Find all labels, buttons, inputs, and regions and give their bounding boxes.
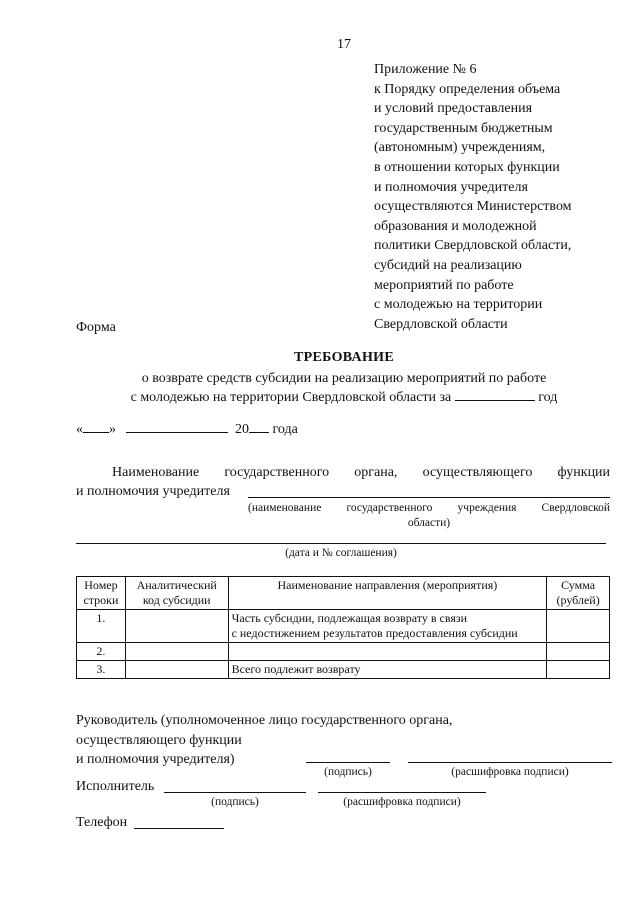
sum-cell[interactable] (547, 661, 610, 679)
table-row (77, 661, 610, 679)
appendix-line: к Порядку определения объема (374, 81, 561, 97)
appendix-line: мероприятий по работе (374, 277, 514, 293)
row-number: 3. (77, 661, 126, 679)
head-label-line: и полномочия учредителя) (76, 752, 235, 768)
executor-label: Исполнитель (76, 779, 155, 794)
head-signature-hint: (подпись) (324, 766, 372, 778)
phone-field[interactable] (134, 828, 224, 829)
org-word: Наименование (112, 465, 200, 480)
org-word: органа, (354, 465, 398, 480)
table-row (77, 643, 610, 661)
appendix-line: государственным бюджетным (374, 120, 553, 136)
org-word: осуществляющего (422, 465, 533, 480)
subtitle-line-2-text: с молодежью на территории Свердловской области за (130, 390, 452, 405)
page-number: 17 (337, 37, 351, 52)
organization-line-2: и полномочия учредителя (76, 484, 230, 499)
header-row-number: Номер строки (77, 577, 126, 610)
year-blank[interactable] (249, 420, 269, 433)
appendix-line: и условий предоставления (374, 101, 533, 117)
organization-hint-line-1: (наименование государственного учреждения Свердловской (248, 502, 610, 514)
appendix-line: и полномочия учредителя (374, 179, 528, 195)
month-blank[interactable] (126, 420, 228, 433)
organization-hint-line-2: области) (407, 517, 451, 529)
appendix-header (374, 60, 572, 334)
row-number: 2. (77, 643, 126, 661)
head-signature-field[interactable] (306, 762, 390, 763)
phone-label: Телефон (76, 815, 128, 830)
code-cell[interactable] (125, 643, 228, 661)
subtitle-year-word: год (538, 390, 558, 405)
org-word: государственного (224, 465, 330, 480)
document-subtitle (0, 369, 640, 407)
appendix-line: с молодежью на территории (374, 297, 543, 313)
name-cell[interactable] (228, 643, 547, 661)
sum-cell[interactable] (547, 643, 610, 661)
table-row (77, 610, 610, 643)
refund-table (76, 576, 610, 679)
appendix-line: в отношении которых функции (374, 159, 560, 175)
code-cell[interactable] (125, 610, 228, 643)
subtitle-line-1: о возврате средств субсидии на реализацию мероприятий по работе (141, 371, 547, 386)
appendix-line: Приложение № 6 (374, 62, 477, 77)
organization-hint (248, 501, 610, 531)
open-quote: « (76, 422, 83, 437)
executor-signature-field[interactable] (164, 792, 306, 793)
appendix-line: осуществляются Министерством (374, 199, 572, 215)
appendix-line: (автономным) учреждениям, (374, 140, 546, 156)
sum-cell[interactable] (547, 610, 610, 643)
date-line (76, 420, 298, 438)
head-decoding-field[interactable] (408, 762, 612, 763)
head-decoding-hint: (расшифровка подписи) (451, 766, 569, 778)
head-label-line: осуществляющего функции (76, 732, 242, 748)
appendix-line: Свердловской области (374, 316, 508, 332)
organization-name-field[interactable] (248, 497, 610, 498)
year-prefix: 20 (235, 422, 249, 437)
table-header-row (77, 577, 610, 610)
executor-decoding-hint: (расшифровка подписи) (343, 796, 461, 808)
name-cell: Часть субсидии, подлежащая возврату в связи с недостижением результатов предоставления субсидии (228, 610, 547, 643)
code-cell[interactable] (125, 661, 228, 679)
appendix-line: образования и молодежной (374, 218, 537, 234)
head-signature-block (76, 711, 452, 770)
subtitle-line-2 (0, 388, 640, 407)
appendix-line: политики Свердловской области, (374, 238, 572, 254)
name-cell: Всего подлежит возврату (228, 661, 547, 679)
agreement-hint: (дата и № соглашения) (285, 547, 397, 559)
year-word: года (272, 422, 298, 437)
executor-decoding-field[interactable] (318, 792, 486, 793)
organization-line-1 (112, 465, 610, 481)
day-blank[interactable] (83, 420, 109, 433)
appendix-line: субсидий на реализацию (374, 257, 522, 273)
header-name: Наименование направления (мероприятия) (228, 577, 547, 610)
header-sum: Сумма (рублей) (547, 577, 610, 610)
head-label-line: Руководитель (уполномоченное лицо государственного органа, (76, 713, 453, 728)
close-quote: » (109, 422, 116, 437)
document-title: ТРЕБОВАНИЕ (294, 350, 394, 365)
row-number: 1. (77, 610, 126, 643)
org-word: функции (557, 465, 611, 480)
header-code: Аналитический код субсидии (125, 577, 228, 610)
executor-signature-hint: (подпись) (211, 796, 259, 808)
agreement-field[interactable] (76, 543, 606, 544)
period-blank[interactable] (455, 388, 535, 401)
form-label: Форма (76, 320, 116, 335)
